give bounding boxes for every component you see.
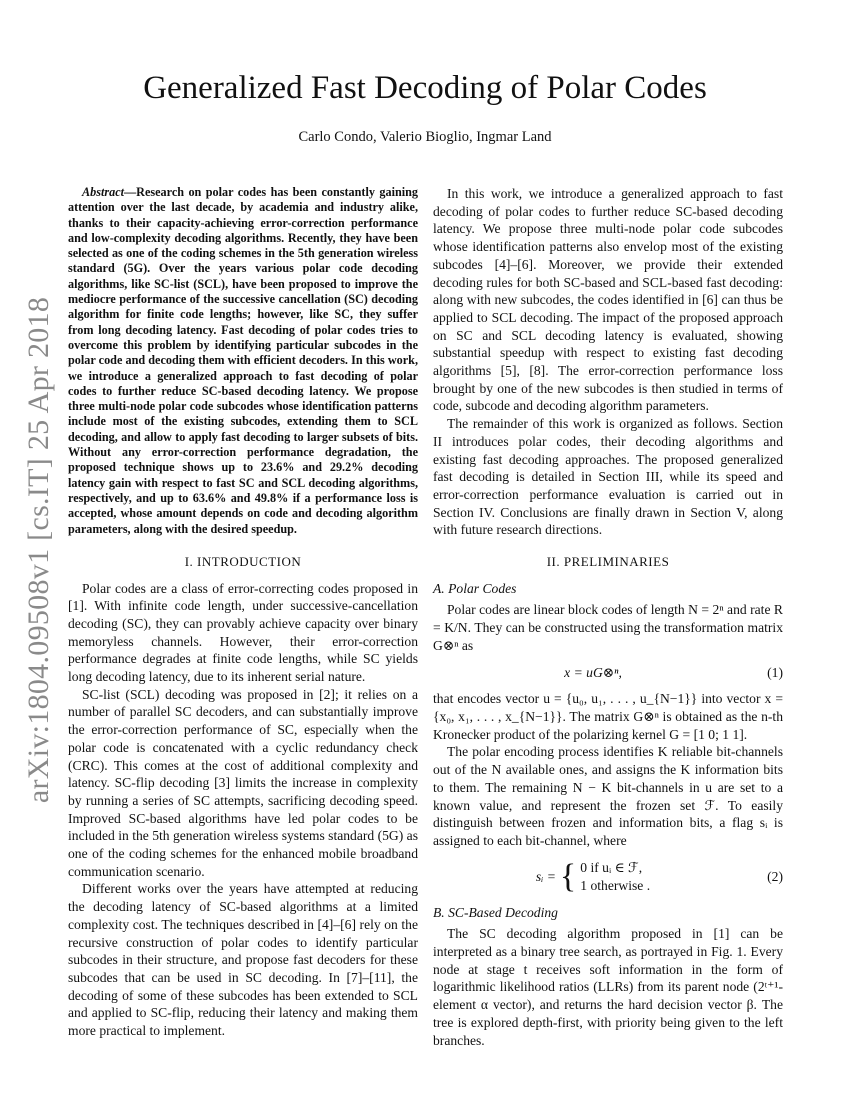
left-column xyxy=(68,185,418,1040)
polar-paragraph-2: that encodes vector u = {u₀, u₁, . . . , u_{N−1}} into vector x = {x₀, x₁, . . . , x_{N−1}}. The matrix G⊗ⁿ is obtained as the n-th Kronecker product of the polarizing kernel G = [1 0; 1 1]. xyxy=(433,691,783,742)
equation-1-number: (1) xyxy=(767,664,783,680)
case-frozen: 0 if uᵢ ∈ ℱ, xyxy=(580,859,643,875)
right-column xyxy=(433,185,783,1049)
abstract-text: —Research on polar codes has been constantly gaining attention over the last decade, by academia and industry alike, thanks to their capacity-achieving error-correction performance and low-complexity decoding algorithms. Recently, they have been selected as one of the coding schemes in the 5th generation wireless standard (5G). Over the years various polar code decoding algorithms, like SC-list (SCL), have been proposed to improve the mediocre performance of the successive cancellation (SC) decoding algorithm for finite code lengths; however, like SC, they suffer from long decoding latency. Fast decoding of polar codes tries to overcome this problem by identifying particular subcodes in the polar code and decoding them with efficient decoders. In this work, we introduce a generalized approach to fast decoding of polar codes to further reduce SC-based decoding latency. We propose three multi-node polar code subcodes whose identification patterns include most of the existing subcodes, extending them to SCL decoding, and allow to apply fast decoding to larger subsets of bits. Without any error-correction performance degradation, the proposed technique shows up to 23.6% and 29.2% decoding latency gain with respect to fast SC and SCL decoding algorithms, respectively, and up to 63.6% and 49.8% if a performance loss is accepted, whose amount depends on code and decoding algorithm parameters, along with the desired speedup. xyxy=(68,185,418,536)
equation-2 xyxy=(433,859,783,895)
introduction-heading: I. INTRODUCTION xyxy=(184,553,302,569)
polar-paragraph-1: Polar codes are linear block codes of length N = 2ⁿ and rate R = K/N. They can be constructed using the transformation matrix G⊗ⁿ as xyxy=(433,602,783,653)
intro-paragraph-2: SC-list (SCL) decoding was proposed in [2]; it relies on a number of parallel SC decoders, and can substantially improve the error-correction performance of SC, especially when the polar code is concatenated with a cyclic redundancy check (CRC). This comes at the cost of additional complexity and latency. SC-flip decoding [3] limits the increase in complexity by running a series of SC attempts, sacrificing decoding speed. Improved SC-based algorithms have led polar codes to be included in the 5th generation wireless systems standard (5G) as one of the coding schemes for the enhanced mobile broadband communication scenario. xyxy=(68,686,418,879)
arxiv-identifier: arXiv:1804.09508v1 [cs.IT] 25 Apr 2018 xyxy=(22,296,56,804)
arxiv-sidebar xyxy=(14,250,64,850)
piecewise-function xyxy=(536,859,650,895)
equation-2-body xyxy=(433,859,753,895)
equation-1-body: x = uG⊗ⁿ, xyxy=(564,664,622,680)
paper-title: Generalized Fast Decoding of Polar Codes xyxy=(143,70,707,106)
intro-paragraph-3: Different works over the years have attempted at reducing the decoding latency of SC-based algorithms at a limited complexity cost. The techniques described in [4]–[6] rely on the recursive construction of polar codes to identify particular subcodes in their structure, and propose fast decoders for these subcodes that can be used in SC decoding. In [7]–[11], the decoding of some of these subcodes has been extended to SCL and applied to SC-flip, reducing their latency and making them more practical to implement. xyxy=(68,881,418,1039)
preliminaries-heading: II. PRELIMINARIES xyxy=(546,554,670,570)
case-information: 1 otherwise . xyxy=(580,877,651,893)
piecewise-cases xyxy=(580,859,650,895)
equation-1 xyxy=(433,664,783,682)
sc-decoding-heading: B. SC-Based Decoding xyxy=(433,904,558,920)
right-intro-paragraph-1: In this work, we introduce a generalized approach to fast decoding of polar codes to further reduce SC-based decoding latency. We propose three multi-node polar code subcodes whose identification patterns also envelop most of the existing subcodes [4]–[6]. Moreover, we provide their extended decoding rules for both SC-based and SCL-based fast decoding: along with new subcodes, the codes identified in [6] can thus be applied to SCL decoding. The impact of the proposed approach on SC and SCL decoding latency is evaluated, showing substantial speedup with respect to existing fast decoding algorithms [5], [8]. The error-correction performance loss brought by one of the new subcodes is then studied in terms of code, subcode and decoding algorithm parameters. xyxy=(433,186,783,414)
left-brace: { xyxy=(559,857,577,895)
abstract-lead: Abstract xyxy=(82,185,124,199)
abstract xyxy=(68,185,418,537)
sc-paragraph-1: The SC decoding algorithm proposed in [1] can be interpreted as a binary tree search, as portrayed in Fig. 1. Every node at stage t receives soft information in the form of logarithmic likelihood ratios (LLRs) from its parent node (2ᵗ⁺¹-element α vector), and returns the hard decision vector β. The tree is explored depth-first, with priority being given to the left branches. xyxy=(433,926,783,1048)
intro-paragraph-1: Polar codes are a class of error-correcting codes proposed in [1]. With infinite code length, under successive-cancellation decoding (SC), they can provably achieve capacity over binary memoryless channels. However, their error-correction performance degrades at finite code lengths, while SC yields long decoding latency, due to its inherent serial nature. xyxy=(68,580,418,685)
equation-2-lhs: sᵢ = xyxy=(535,868,556,884)
right-intro-paragraph-2: The remainder of this work is organized as follows. Section II introduces polar codes, their decoding algorithms and existing fast decoding approaches. The proposed generalized fast decoding is detailed in Section III, while its speed and error-correction performance evaluation is carried out in Section IV. Conclusions are finally drawn in Section V, along with future research directions. xyxy=(433,416,783,538)
equation-2-number: (2) xyxy=(767,868,783,884)
paper-authors: Carlo Condo, Valerio Bioglio, Ingmar Land xyxy=(298,129,552,145)
polar-paragraph-3: The polar encoding process identifies K reliable bit-channels out of the N available ones, and assigns the K information bits to them. The remaining N − K bit-channels in u are set to a known value, and represent the frozen set ℱ. To easily distinguish between frozen and information bits, a flag sᵢ is assigned to each bit-channel, where xyxy=(433,744,783,848)
polar-codes-heading: A. Polar Codes xyxy=(433,580,517,596)
